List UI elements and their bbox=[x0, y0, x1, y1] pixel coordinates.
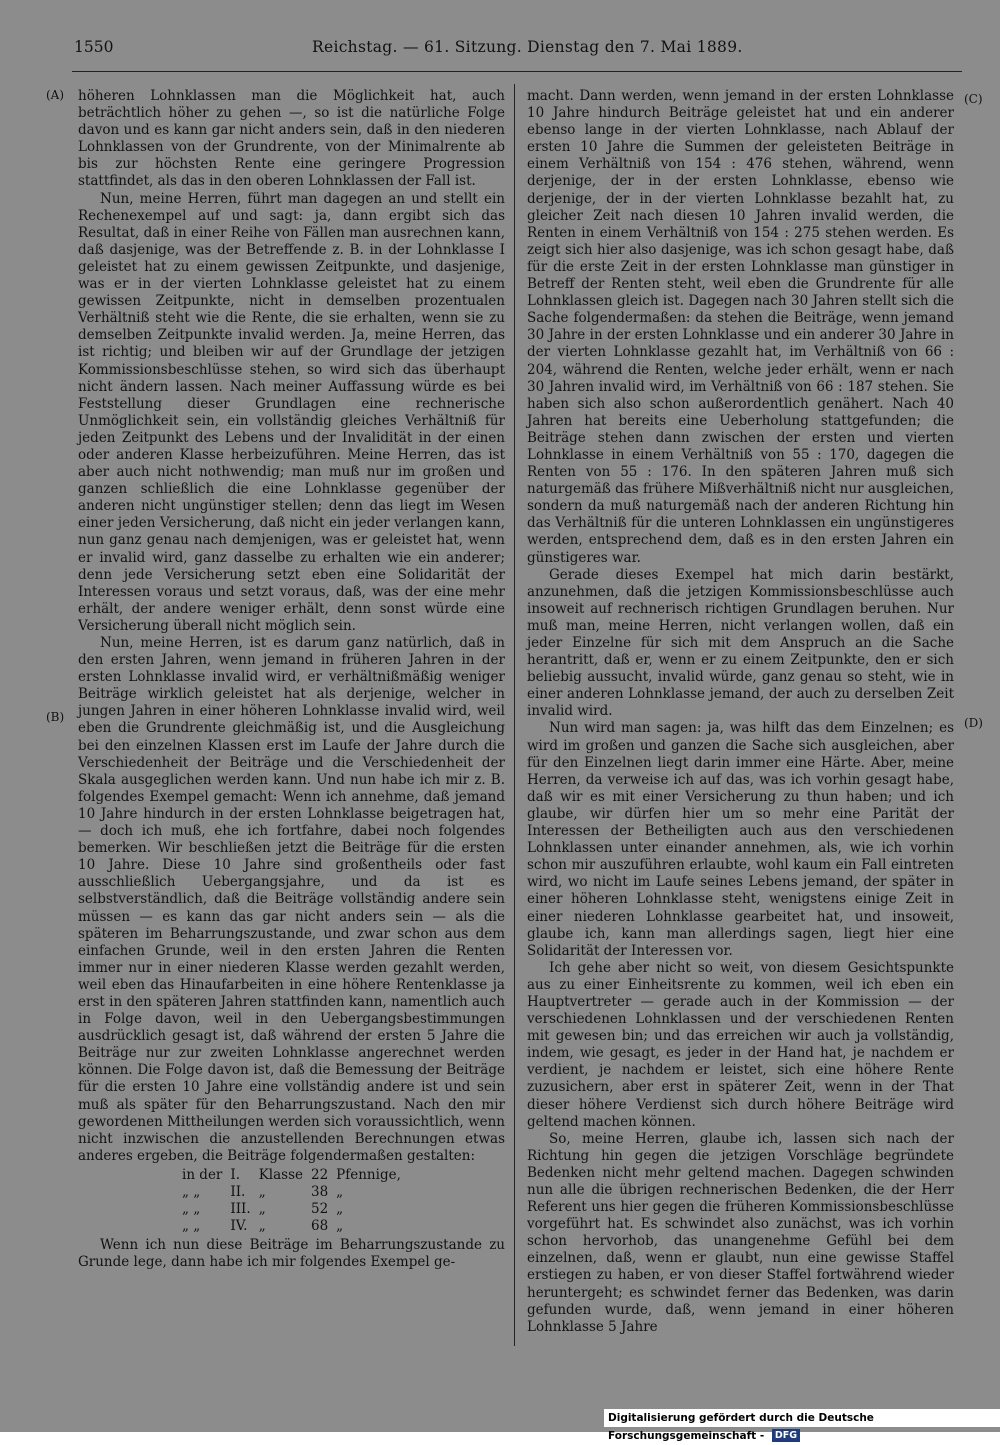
contribution-table bbox=[182, 1167, 409, 1235]
margin-marker-b: (B) bbox=[46, 710, 65, 724]
column-divider bbox=[514, 84, 515, 1346]
table-cell: I. bbox=[230, 1166, 241, 1183]
paragraph: Ich gehe aber nicht so weit, von diesem Gesichtspunkte aus zu einer Einheitsrente zu kommen, weil ich eben ein Hauptvertreter — gerade auch in der Kommission — der verschiedenen Lohnklassen und der verschiedenen Renten mit gewesen bin; und das erreichen wir auch ja vollständig, indem, wie gesagt, es jeder in der Hand hat, je nachdem er verdient, je nachdem er leistet, sich eine höhere Rente zuzusichern, aber erst in späterer Zeit, wenn in der That dieser höhere Verdienst sich durch höhere Beiträge wird geltend machen können. bbox=[527, 959, 954, 1130]
running-title: Reichstag. — 61. Sitzung. Dienstag den 7. Mai 1889. bbox=[312, 38, 743, 56]
paragraph: Nun, meine Herren, ist es darum ganz natürlich, daß in den ersten Jahren, wenn jemand in früheren Jahren in der ersten Lohnklasse invalid wird, er verhältnißmäßig weniger Beiträge wirklich geleistet hat als derjenige, welcher in jungen Jahren in einer höheren Lohnklasse invalid wird, weil eben die Grundrente gleichmäßig ist, und die Ausgleichung bei den einzelnen Klassen erst im Laufe der Jahre durch die Verschiedenheit der Beiträge und die Verschiedenheit der Skala ausgeglichen werden kann. Und nun habe ich mir z. B. folgendes Exempel gemacht: Wenn ich annehme, daß jemand 10 Jahre hindurch in der ersten Lohnklasse beigetragen hat, — doch ich muß, ehe ich fortfahre, dabei noch folgendes bemerken. Wir beschließen jetzt die Beiträge für die ersten 10 Jahre. Diese 10 Jahre sind großentheils oder fast ausschließlich Uebergangsjahre, und da ist es selbstverständlich, daß die Beiträge vollständig andere sein müssen — es kann das gar nicht anders sein — als die späteren im Beharrungszustande, und zwar schon aus dem einfachen Grunde, weil in den ersten Jahren die Renten immer nur in einer niederen Klasse werden gezahlt werden, weil eben das Hinaufarbeiten in eine höhere Rentenklasse ja erst in den späteren Jahren stattfinden kann, namentlich auch in Folge davon, weil in den Uebergangsbestimmungen ausdrücklich gesagt ist, daß während der ersten 5 Jahre die Beiträge nur zur zweiten Lohnklasse angerechnet werden können. Die Folge davon ist, daß die Bemessung der Beiträge für die ersten 10 Jahre eine vollständig andere ist und sein muß als später für den Beharrungszustand. Nach den mir gewordenen Mittheilungen werden sich voraussichtlich, wenn nicht inzwischen die anzustellenden Berechnungen etwas anderes ergeben, die Beiträge folgendermaßen gestalten: bbox=[78, 635, 506, 1164]
table-row bbox=[182, 1218, 409, 1235]
margin-marker-d: (D) bbox=[964, 716, 983, 730]
page-number: 1550 bbox=[74, 38, 114, 56]
paragraph: Wenn ich nun diese Beiträge im Beharrungszustande zu Grunde lege, dann habe ich mir folgendes Exempel ge- bbox=[78, 1236, 505, 1270]
table-cell: IV. bbox=[230, 1217, 248, 1234]
table-cell: „ bbox=[258, 1217, 266, 1234]
table-cell: „ bbox=[258, 1183, 266, 1200]
paragraph: Gerade dieses Exempel hat mich darin bestärkt, anzunehmen, daß die jetzigen Kommissionsbeschlüsse auch insoweit auf rechnerisch richtigen Grundlagen beruhen. Nur muß man, meine Herren, nicht verlangen wollen, daß ein jeder Einzelne für sich mit dem Anspruch an die Sache herantritt, daß er, wenn er zu einem Zeitpunkte, den er sich beliebig aussucht, invalid würde, ganz genau so steht, wie in einer anderen Lohnklasse jemand, der auch zu derselben Zeit invalid wird. bbox=[527, 566, 954, 720]
table-cell: II. bbox=[230, 1183, 246, 1200]
paragraph: höheren Lohnklassen man die Möglichkeit hat, auch beträchtlich höher zu gehen —, so ist die natürliche Folge davon und es kann gar nicht anders sein, daß in den niederen Lohnklassen von der Grundrente, von der Minimalrente ab bis zur höchsten Rente eine geringere Progression stattfindet, als das in den oberen Lohnklassen der Fall ist. bbox=[78, 88, 505, 190]
table-cell: „ bbox=[336, 1183, 344, 1200]
table-cell: Pfennige, bbox=[336, 1166, 401, 1183]
dfg-logo: DFG bbox=[772, 1429, 800, 1442]
margin-marker-c: (C) bbox=[964, 92, 983, 106]
header-rule bbox=[72, 71, 962, 72]
credit-text: Digitalisierung gefördert durch die Deutsche Forschungsgemeinschaft - bbox=[608, 1412, 874, 1442]
digitization-credit bbox=[604, 1409, 1000, 1442]
table-cell: 38 bbox=[310, 1183, 329, 1200]
table-cell: „ „ bbox=[182, 1183, 201, 1200]
margin-marker-a: (A) bbox=[46, 88, 65, 102]
paragraph: Nun, meine Herren, führt man dagegen an und stellt ein Rechenexempel auf und sagt: ja, dann ergibt sich das Resultat, daß in einer Reihe von Fällen man ausrechnen kann, daß dasjenige, was der Betreffende z. B. in der Lohnklasse I geleistet hat zu einem gewissen Zeitpunkte, und dasjenige, was er in der vierten Lohnklasse geleistet hat zu einem gewissen Zeitpunkte, nicht in demselben prozentualen Verhältniß steht wie die Rente, die sie erhalten, wenn sie zu demselben Zeitpunkte invalid werden. Ja, meine Herren, das ist richtig; und bleiben wir auf der Grundlage der jetzigen Kommissionsbeschlüsse stehen, so wird sich das überhaupt nicht ändern lassen. Nach meiner Auffassung würde es bei Feststellung dieser Grundlagen eine rechnerische Unmöglichkeit sein, ein vollständig gleiches Verhältniß für jeden Zeitpunkt des Lebens und der Invalidität in der einen oder anderen Klasse herbeizuführen. Meine Herren, das ist aber auch nicht nothwendig; man muß nur im großen und ganzen schließlich die eine Lohnklasse gegenüber der anderen nicht ungünstiger stellen; denn das liegt im Wesen einer jeden Versicherung, daß nicht ein jeder verlangen kann, nun ganz genau nach demjenigen, was er geleistet hat, wenn er invalid wird, ganz dasselbe zu erhalten wie ein anderer; denn jede Versicherung setzt eben eine Solidarität der Interessen voraus und setzt voraus, daß, was der eine mehr erhält, der andere weniger erhält, denn sonst würde eine Versicherung überall nicht möglich sein. bbox=[78, 190, 505, 634]
table-cell: 52 bbox=[310, 1200, 329, 1217]
page-header bbox=[74, 38, 962, 62]
table-cell: 22 bbox=[310, 1166, 329, 1183]
right-column bbox=[527, 88, 954, 1336]
table-cell: III. bbox=[230, 1200, 251, 1217]
table-cell: Klasse bbox=[258, 1166, 303, 1183]
table-cell: 68 bbox=[310, 1217, 329, 1234]
table-cell: „ bbox=[336, 1200, 344, 1217]
table-cell: „ „ bbox=[182, 1217, 201, 1234]
table-cell: „ bbox=[336, 1217, 344, 1234]
table-row bbox=[182, 1201, 409, 1218]
table-cell: „ bbox=[258, 1200, 266, 1217]
left-column bbox=[78, 88, 505, 1271]
table-cell: „ „ bbox=[182, 1200, 201, 1217]
paragraph: macht. Dann werden, wenn jemand in der ersten Lohnklasse 10 Jahre hindurch Beiträge geleistet hat und ein anderer ebenso lange in der vierten Lohnklasse, nach Ablauf der ersten 10 Jahre die Summen der geleisteten Beiträge in einem Verhältniß von 154 : 476 stehen, während, wenn derjenige, der in der ersten Lohnklasse, ebenso wie derjenige, der in der vierten Lohnklasse bezahlt hat, zu gleicher Zeit nach diesen 10 Jahren invalid werden, die Renten in einem Verhältniß von 154 : 275 stehen werden. Es zeigt sich hier also dasjenige, was ich schon gesagt habe, daß für die erste Zeit in der ersten Lohnklasse man günstiger in Betreff der Renten steht, weil eben die Grundrente für alle Lohnklassen gleich ist. Dagegen nach 30 Jahren stellt sich die Sache folgendermaßen: da stehen die Beiträge, wenn jemand 30 Jahre in der ersten Lohnklasse und ein anderer 30 Jahre in der vierten Lohnklasse gezahlt hat, im Verhältniß von 66 : 204, während die Renten, welche jeder erhält, wenn er nach 30 Jahren invalid wird, im Verhältniß von 66 : 187 stehen. Sie haben sich also schon außerordentlich genähert. Nach 40 Jahren hat bereits eine Ueberholung stattgefunden; die Beiträge stehen dann zwischen der ersten und vierten Lohnklasse in einem Verhältniß von 55 : 170, dagegen die Renten von 55 : 176. In den späteren Jahren muß sich naturgemäß das frühere Mißverhältniß nicht nur ausgleichen, sondern da muß naturgemäß nach der anderen Richtung hin das Verhältniß für die unteren Lohnklassen ein ungünstigeres werden, entsprechend dem, daß es in den ersten Jahren ein günstigeres war. bbox=[527, 88, 954, 566]
paragraph: So, meine Herren, glaube ich, lassen sich nach der Richtung hin gegen die jetzigen Vorschläge begründete Bedenken nicht mehr geltend machen. Dagegen schwinden nun alle die übrigen rechnerischen Bedenken, die der Herr Referent uns hier gegen die früheren Kommissionsbeschlüsse vorgeführt hat. Es schwindet also zunächst, was ich vorhin schon hervorhob, das unangenehme Gefühl bei dem einzelnen, daß, wenn er glaubt, nun eine gewisse Staffel erstiegen zu haben, er von dieser Staffel fortwährend wieder heruntergeht; es schwindet ferner das Bedenken, was darin gefunden wurde, daß, wenn jemand in einer höheren Lohnklasse 5 Jahre bbox=[527, 1130, 954, 1335]
table-cell: in der bbox=[182, 1166, 223, 1183]
table-row bbox=[182, 1184, 409, 1201]
paragraph: Nun wird man sagen: ja, was hilft das dem Einzelnen; es wird im großen und ganzen die Sache sich ausgleichen, aber für den Einzelnen liegt darin immer eine Härte. Aber, meine Herren, da verweise ich auf das, was ich vorhin gesagt habe, daß wir es mit einer Versicherung zu thun haben; und ich glaube, wir dürfen hier um so mehr eine Parität der Interessen der Betheiligten auch aus den verschiedenen Lohnklassen unter einander annehmen, als, wie ich vorhin schon mir auszuführen erlaubte, wohl kaum ein Fall eintreten wird, wo nicht im Laufe seines Lebens jemand, der später in einer höheren Lohnklasse steht, wenigstens einige Zeit in einer niederen Lohnklasse gearbeitet hat, und insoweit, glaube ich, kann man allerdings sagen, liegt hier eine Solidarität der Interessen vor. bbox=[527, 720, 954, 959]
table-row bbox=[182, 1167, 409, 1184]
